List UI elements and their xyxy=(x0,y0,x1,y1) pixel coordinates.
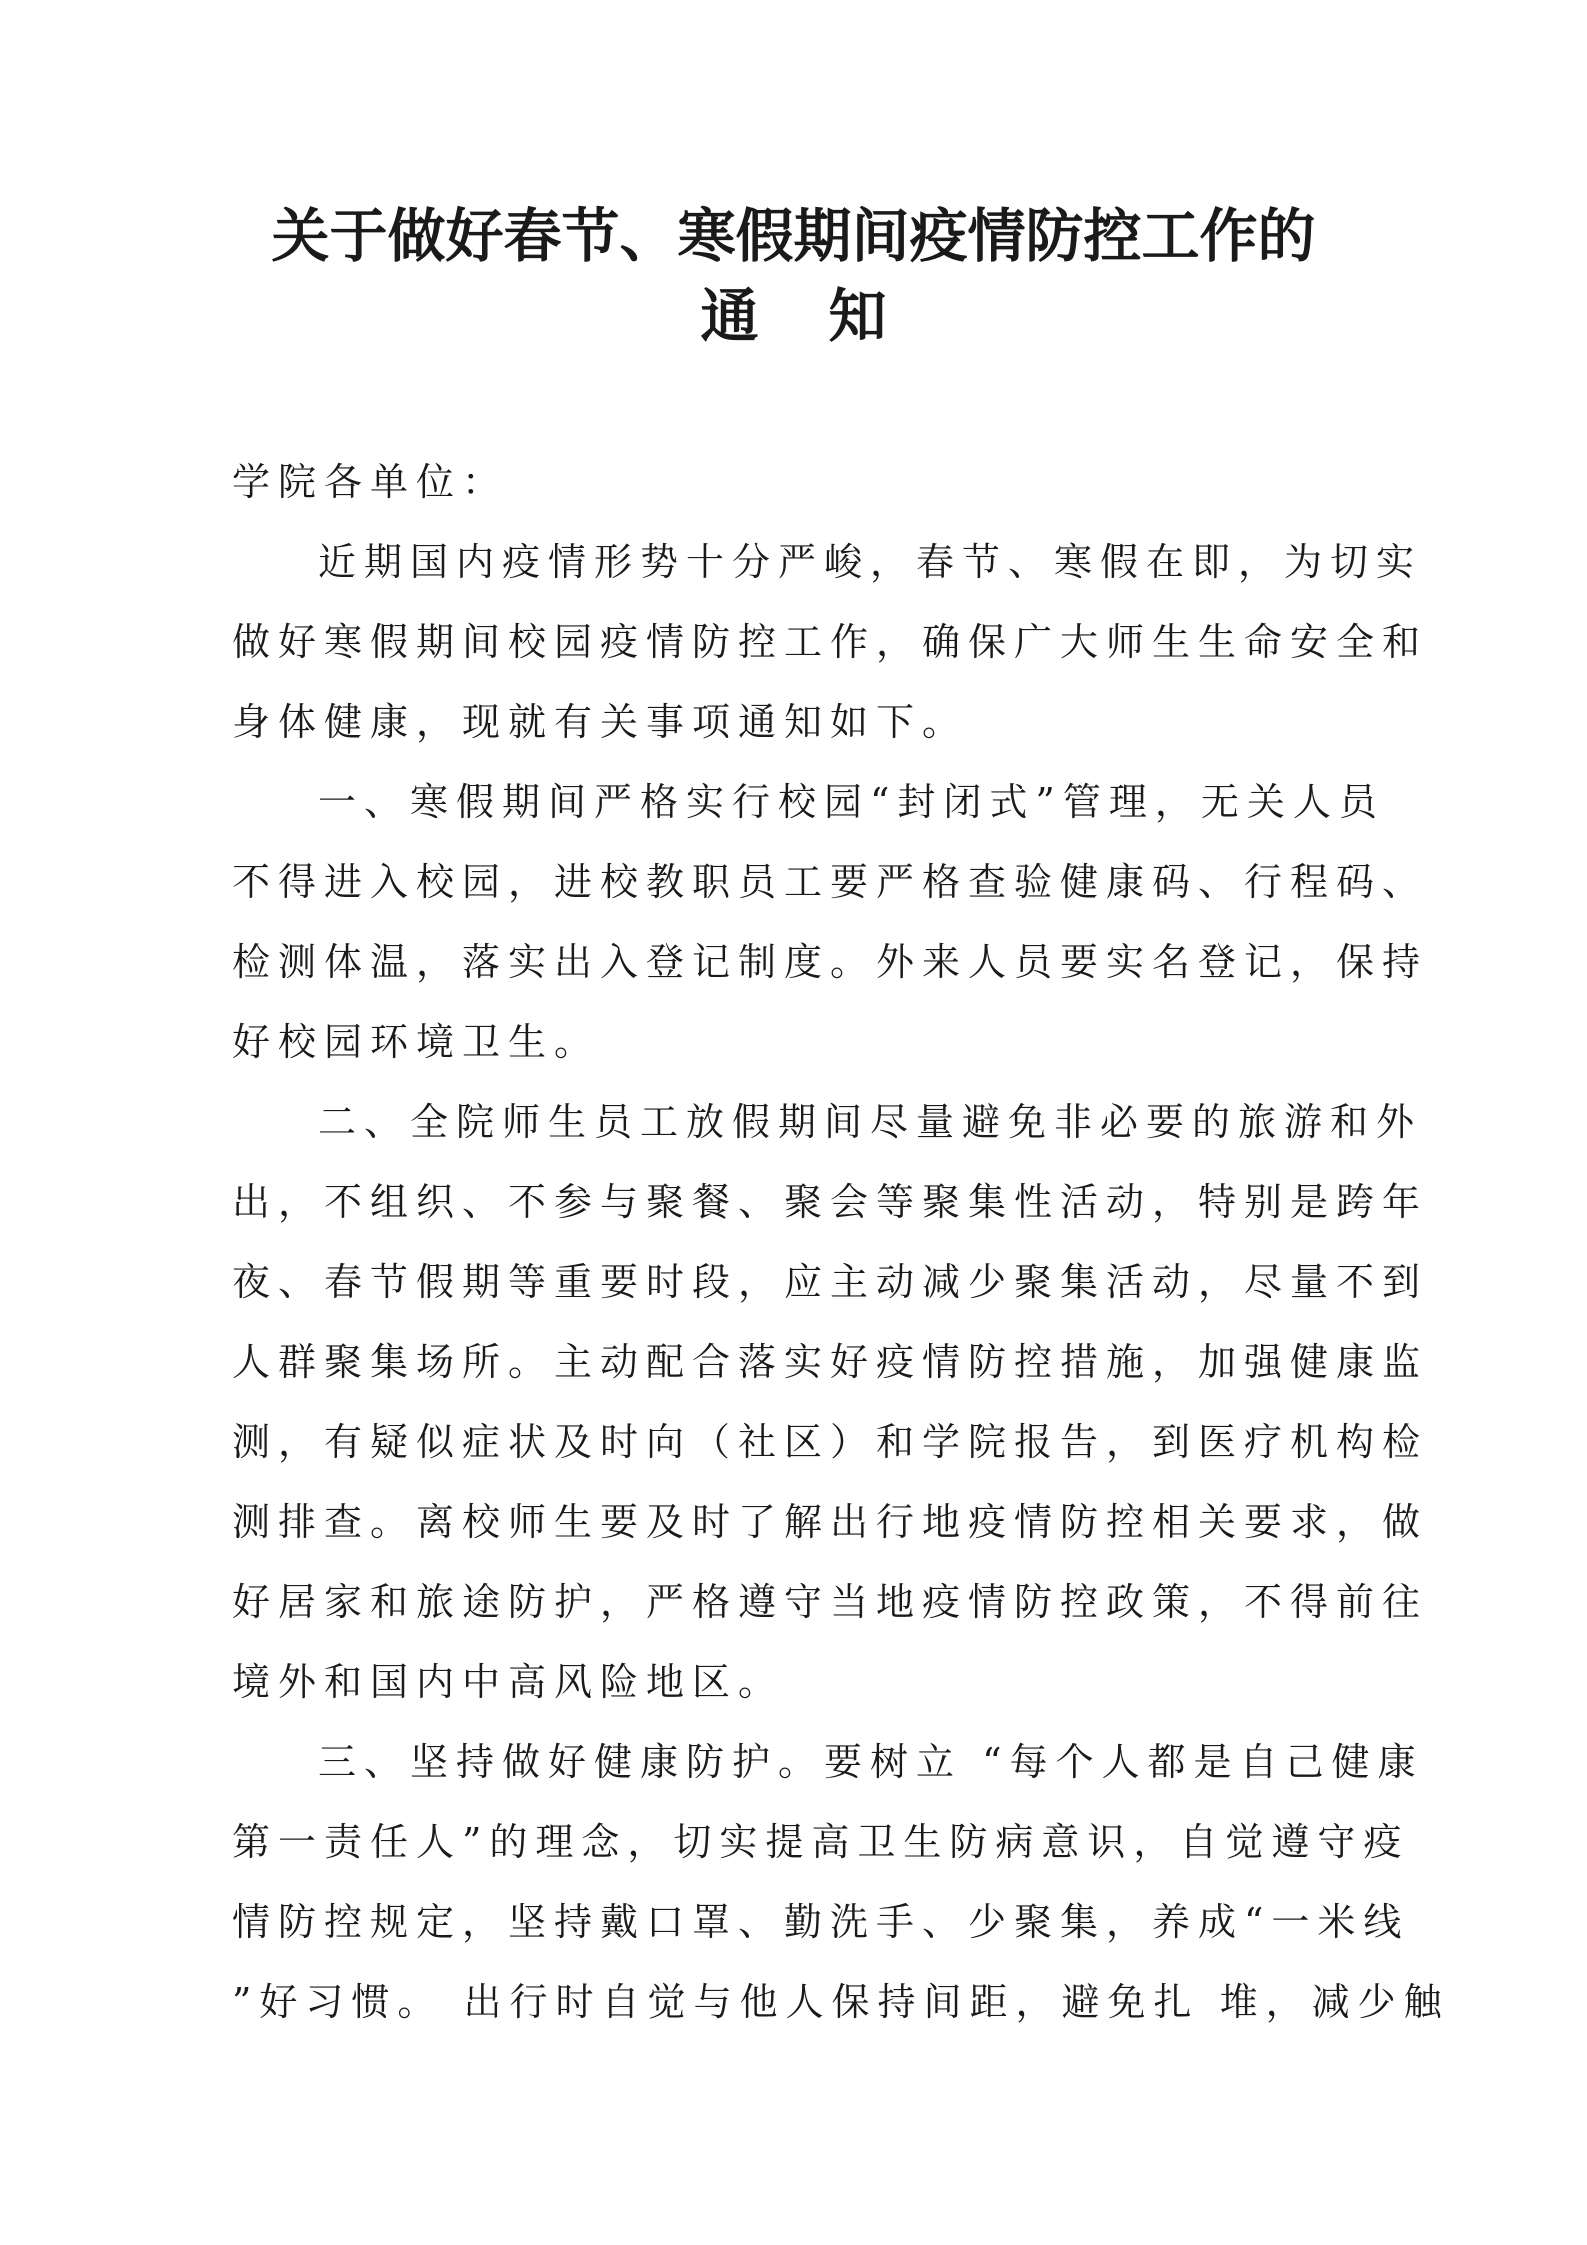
paragraph-two-line: 出，不组织、不参与聚餐、聚会等聚集性活动，特别是跨年 xyxy=(232,1180,1429,1224)
paragraph-intro-line: 做好寒假期间校园疫情防控工作，确保广大师生生命安全和 xyxy=(232,620,1429,664)
notice-title-char-2: 知 xyxy=(828,282,887,350)
paragraph-intro-line: 近期国内疫情形势十分严峻，春节、寒假在即，为切实 xyxy=(318,540,1423,584)
paragraph-intro-line: 身体健康，现就有关事项通知如下。 xyxy=(232,700,969,744)
paragraph-three-line: 情防控规定，坚持戴口罩、勤洗手、少聚集，养成“一米线 xyxy=(232,1900,1410,1944)
paragraph-three-line: 三、坚持做好健康防护。要树立 “每个人都是自己健康 xyxy=(318,1740,1424,1784)
paragraph-two-line: 人群聚集场所。主动配合落实好疫情防控措施，加强健康监 xyxy=(232,1340,1429,1384)
paragraph-two-line: 二、全院师生员工放假期间尽量避免非必要的旅游和外 xyxy=(318,1100,1423,1144)
paragraph-one-line: 一、寒假期间严格实行校园“封闭式”管理，无关人员 xyxy=(318,780,1385,824)
paragraph-two-line: 好居家和旅途防护，严格遵守当地疫情防控政策，不得前往 xyxy=(232,1580,1429,1624)
paragraph-two-line: 测，有疑似症状及时向（社区）和学院报告，到医疗机构检 xyxy=(232,1420,1429,1464)
notice-title-line-1: 关于做好春节、寒假期间疫情防控工作的 xyxy=(271,202,1316,270)
paragraph-one-line: 好校园环境卫生。 xyxy=(232,1020,601,1064)
salutation: 学院各单位： xyxy=(232,460,509,504)
paragraph-one-line: 检测体温，落实出入登记制度。外来人员要实名登记，保持 xyxy=(232,940,1429,984)
paragraph-one-line: 不得进入校园，进校教职员工要严格查验健康码、行程码、 xyxy=(232,860,1429,904)
paragraph-three-line: ”好习惯。 出行时自觉与他人保持间距，避免扎 堆，减少触 xyxy=(232,1980,1450,2024)
paragraph-two-line: 夜、春节假期等重要时段，应主动减少聚集活动，尽量不到 xyxy=(232,1260,1429,1304)
paragraph-two-line: 境外和国内中高风险地区。 xyxy=(232,1660,785,1704)
notice-body xyxy=(232,442,1450,2042)
paragraph-two-line: 测排查。离校师生要及时了解出行地疫情防控相关要求，做 xyxy=(232,1500,1429,1544)
notice-title-line-2 xyxy=(0,276,1587,356)
notice-title-char-1: 通 xyxy=(700,282,759,350)
paragraph-three-line: 第一责任人”的理念，切实提高卫生防病意识，自觉遵守疫 xyxy=(232,1820,1410,1864)
